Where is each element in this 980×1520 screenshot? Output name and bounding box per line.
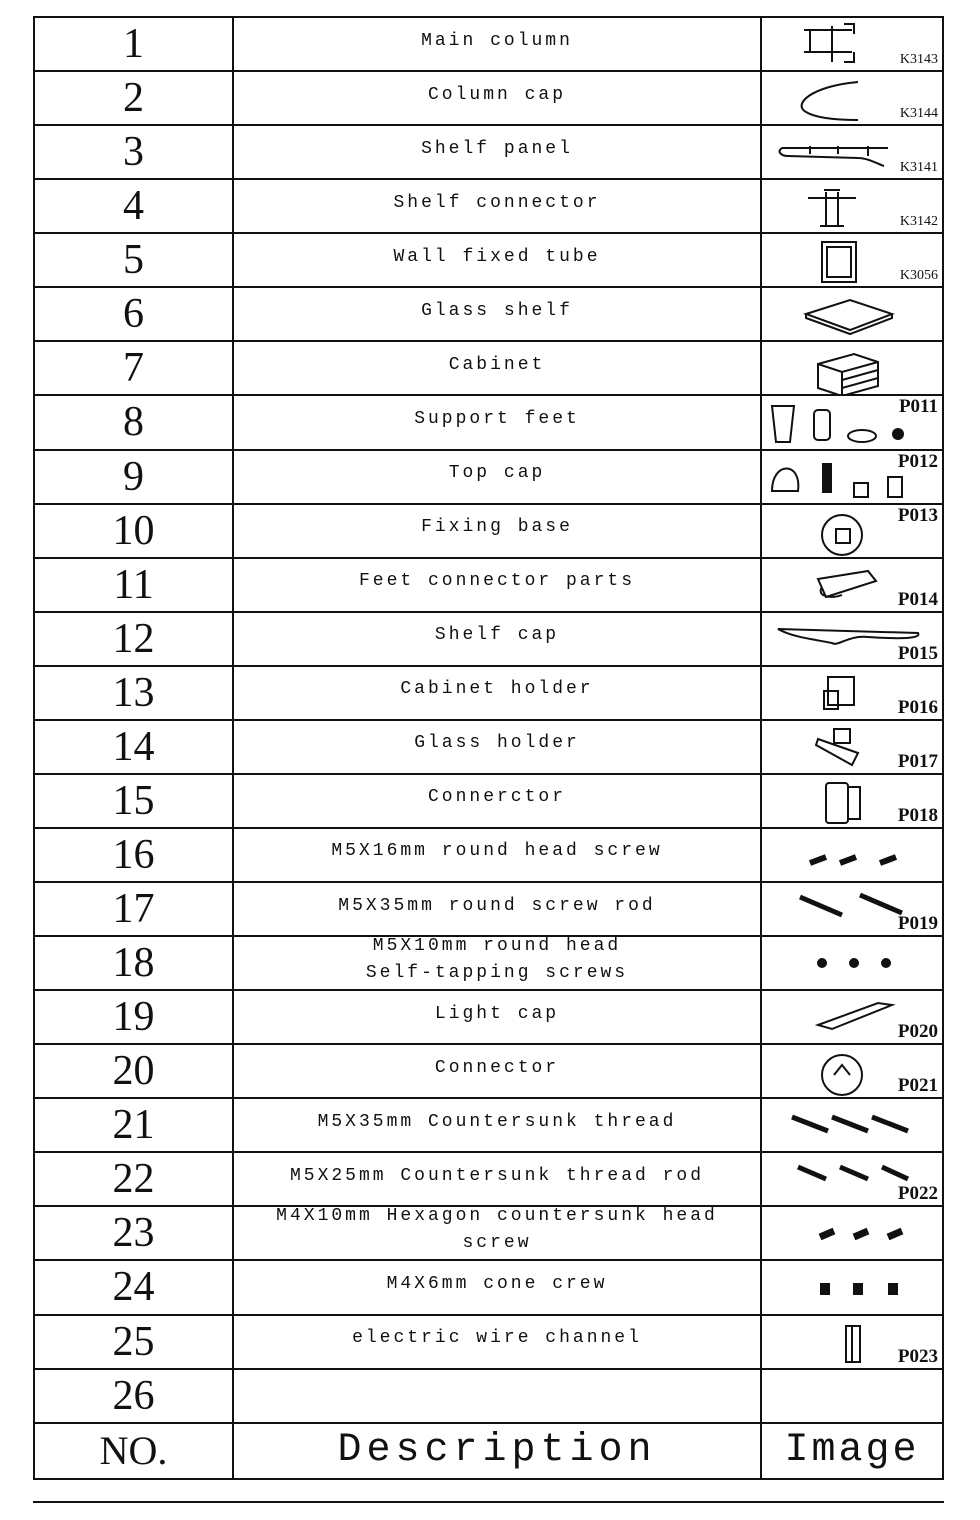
part-code: P016 <box>897 696 938 718</box>
part-number: 12 <box>35 613 234 665</box>
part-image-cell <box>762 451 942 503</box>
table-row <box>35 18 942 72</box>
table-row <box>35 829 942 883</box>
part-number: 3 <box>35 126 234 178</box>
part-number: 22 <box>35 1153 234 1205</box>
bottom-rule <box>33 1501 944 1503</box>
part-number: 21 <box>35 1099 234 1151</box>
part-code: P021 <box>897 1075 938 1097</box>
part-code: P023 <box>897 1345 938 1367</box>
part-description: Connerctor <box>234 775 762 827</box>
table-row <box>35 883 942 937</box>
part-number: 25 <box>35 1316 234 1368</box>
part-description: Top cap <box>234 451 762 503</box>
table-row <box>35 1261 942 1315</box>
part-image-cell <box>762 18 942 70</box>
table-row <box>35 1045 942 1099</box>
part-description: Cabinet <box>234 342 762 394</box>
table-row <box>35 72 942 126</box>
part-description: Wall fixed tube <box>234 234 762 286</box>
table-row <box>35 559 942 613</box>
part-image-cell <box>762 342 942 394</box>
part-number: 24 <box>35 1261 234 1313</box>
part-number: 16 <box>35 829 234 881</box>
part-number: 15 <box>35 775 234 827</box>
header-image: Image <box>784 1428 920 1474</box>
part-code: P017 <box>897 750 938 772</box>
short-screws-icon <box>762 829 947 883</box>
table-row <box>35 937 942 991</box>
part-image-cell <box>762 288 942 340</box>
part-code: P013 <box>897 504 938 526</box>
table-row <box>35 667 942 721</box>
table-row <box>35 451 942 505</box>
part-code: P018 <box>897 804 938 826</box>
part-number: 10 <box>35 505 234 557</box>
header-no: NO. <box>35 1424 234 1478</box>
table-row <box>35 1370 942 1424</box>
part-image-cell <box>762 1370 942 1422</box>
cone-screws-icon <box>762 1261 947 1315</box>
part-image-cell <box>762 72 942 124</box>
part-number: 2 <box>35 72 234 124</box>
table-row <box>35 1207 942 1261</box>
part-code: K3143 <box>899 52 938 68</box>
part-code: P011 <box>898 396 938 418</box>
part-image-cell <box>762 1261 942 1313</box>
part-image-cell <box>762 234 942 286</box>
part-description <box>234 1370 762 1422</box>
part-image-cell <box>762 396 942 448</box>
hex-screws-icon <box>762 1207 947 1261</box>
table-row <box>35 613 942 667</box>
header-row <box>35 1424 942 1478</box>
part-image-cell <box>762 180 942 232</box>
table-row <box>35 1316 942 1370</box>
part-image-cell <box>762 613 942 665</box>
part-code: K3142 <box>899 214 938 230</box>
part-number: 5 <box>35 234 234 286</box>
part-number: 4 <box>35 180 234 232</box>
part-code: P020 <box>897 1021 938 1043</box>
table-row <box>35 721 942 775</box>
part-description: M4X6mm cone crew <box>234 1261 762 1313</box>
table-row <box>35 505 942 559</box>
part-image-cell <box>762 1153 942 1205</box>
countersunk-long-icon <box>762 1099 947 1153</box>
part-image-cell <box>762 775 942 827</box>
part-description: Connector <box>234 1045 762 1097</box>
part-description: Main column <box>234 18 762 70</box>
part-number: 1 <box>35 18 234 70</box>
table-row <box>35 775 942 829</box>
part-description: M4X10mm Hexagon countersunk head screw <box>234 1207 762 1259</box>
part-description: Glass shelf <box>234 288 762 340</box>
part-number: 6 <box>35 288 234 340</box>
part-description: Shelf connector <box>234 180 762 232</box>
part-number: 14 <box>35 721 234 773</box>
part-description: M5X35mm round screw rod <box>234 883 762 935</box>
part-image-cell <box>762 559 942 611</box>
part-image-cell <box>762 1207 942 1259</box>
part-image-cell <box>762 991 942 1043</box>
part-image-cell <box>762 1099 942 1151</box>
part-description: electric wire channel <box>234 1316 762 1368</box>
part-code: P012 <box>897 450 938 472</box>
part-description: M5X10mm round head Self-tapping screws <box>234 937 762 989</box>
part-number: 23 <box>35 1207 234 1259</box>
table-row <box>35 396 942 450</box>
part-description: M5X16mm round head screw <box>234 829 762 881</box>
part-number: 26 <box>35 1370 234 1422</box>
part-image-cell <box>762 883 942 935</box>
part-description: M5X35mm Countersunk thread <box>234 1099 762 1151</box>
part-image-cell <box>762 126 942 178</box>
part-code: P014 <box>897 588 938 610</box>
part-description: Support feet <box>234 396 762 448</box>
part-code: P022 <box>897 1183 938 1205</box>
part-description: M5X25mm Countersunk thread rod <box>234 1153 762 1205</box>
part-description: Cabinet holder <box>234 667 762 719</box>
part-image-cell <box>762 667 942 719</box>
part-number: 19 <box>35 991 234 1043</box>
part-description: Fixing base <box>234 505 762 557</box>
part-image-cell <box>762 937 942 989</box>
cabinet-icon <box>762 342 947 396</box>
part-description: Shelf cap <box>234 613 762 665</box>
part-number: 13 <box>35 667 234 719</box>
parts-table <box>33 16 944 1480</box>
part-number: 7 <box>35 342 234 394</box>
part-description: Feet connector parts <box>234 559 762 611</box>
part-number: 8 <box>35 396 234 448</box>
part-image-cell <box>762 829 942 881</box>
part-number: 17 <box>35 883 234 935</box>
part-image-cell <box>762 505 942 557</box>
header-description: Description <box>234 1424 762 1478</box>
table-row <box>35 991 942 1045</box>
part-number: 18 <box>35 937 234 989</box>
part-description: Column cap <box>234 72 762 124</box>
table-row <box>35 1153 942 1207</box>
table-row <box>35 234 942 288</box>
part-image-cell <box>762 1045 942 1097</box>
part-number: 20 <box>35 1045 234 1097</box>
table-row <box>35 1099 942 1153</box>
part-number: 9 <box>35 451 234 503</box>
part-code: K3056 <box>899 268 938 284</box>
part-image-cell <box>762 1316 942 1368</box>
part-code: P019 <box>897 913 938 935</box>
table-row <box>35 180 942 234</box>
table-row <box>35 126 942 180</box>
glass-plate-icon <box>762 288 947 342</box>
part-code: P015 <box>897 642 938 664</box>
table-row <box>35 342 942 396</box>
part-description: Glass holder <box>234 721 762 773</box>
part-code: K3141 <box>899 160 938 176</box>
part-description: Light cap <box>234 991 762 1043</box>
part-code: K3144 <box>899 106 938 122</box>
part-number: 11 <box>35 559 234 611</box>
table-row <box>35 288 942 342</box>
part-description: Shelf panel <box>234 126 762 178</box>
part-image-cell <box>762 721 942 773</box>
tiny-screws-icon <box>762 937 947 991</box>
